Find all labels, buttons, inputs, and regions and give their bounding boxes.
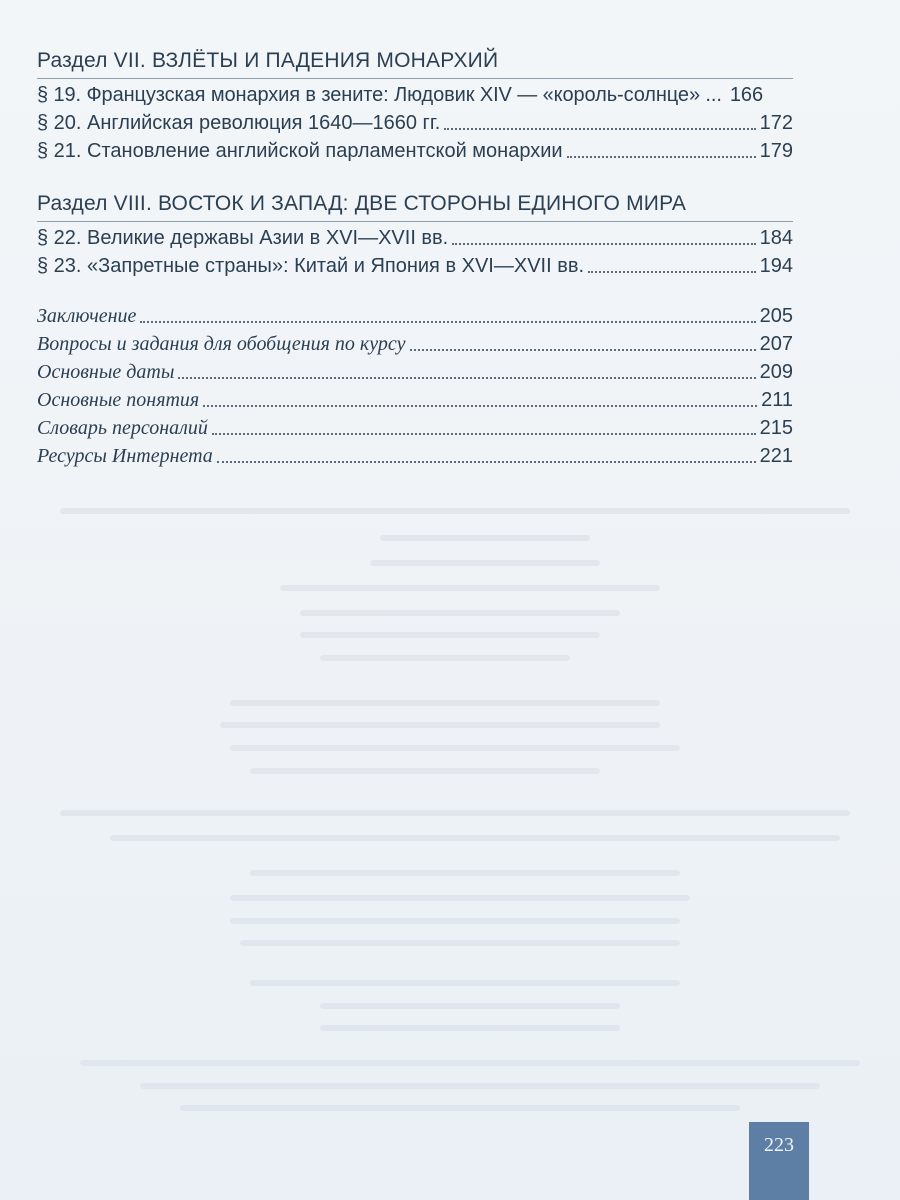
dot-leader <box>567 141 756 161</box>
dot-leader <box>203 390 757 410</box>
toc-entry <box>37 358 793 386</box>
dot-leader <box>212 418 756 438</box>
toc-entry <box>37 137 793 165</box>
entry-label: Основные даты <box>37 361 175 383</box>
entry-page-number: 172 <box>759 112 793 134</box>
entry-label: § 20. Английская революция 1640—1660 гг. <box>37 112 441 134</box>
dot-leader <box>140 306 755 326</box>
page-number-tab <box>749 1122 809 1200</box>
entry-label: Вопросы и задания для обобщения по курсу <box>37 333 406 355</box>
dot-leader <box>452 228 755 248</box>
entry-page-number: 209 <box>759 361 793 383</box>
entry-label: Заключение <box>37 305 137 327</box>
dot-leader <box>588 256 756 276</box>
entry-page-number: 166 <box>729 84 764 106</box>
toc-entry <box>37 330 793 358</box>
toc-entry <box>37 252 793 280</box>
entry-page-number: 179 <box>759 140 793 162</box>
entry-page-number: 184 <box>759 227 793 249</box>
entry-label: Словарь персоналий <box>37 417 208 439</box>
entry-page-number: 211 <box>761 389 793 411</box>
dot-leader <box>217 446 756 466</box>
toc-entry <box>37 442 793 470</box>
entry-page-number: 205 <box>759 305 793 327</box>
entry-page-number: 207 <box>759 333 793 355</box>
toc-section <box>37 44 793 165</box>
dot-leader <box>410 334 756 354</box>
entry-page-number: 215 <box>759 417 793 439</box>
section-title: Раздел VII. ВЗЛЁТЫ И ПАДЕНИЯ МОНАРХИЙ <box>37 44 793 79</box>
page-number: 223 <box>764 1134 794 1156</box>
entry-label: Ресурсы Интернета <box>37 445 213 467</box>
toc-entry <box>37 302 793 330</box>
entry-label: § 22. Великие державы Азии в XVI—XVII вв. <box>37 227 449 249</box>
entry-page-number: 194 <box>759 255 793 277</box>
section-title: Раздел VIII. ВОСТОК И ЗАПАД: ДВЕ СТОРОНЫ ЕДИНОГО МИРА <box>37 187 793 222</box>
entry-label: § 21. Становление английской парламентской монархии <box>37 140 563 162</box>
toc-appendix <box>37 302 793 470</box>
table-of-contents <box>37 44 793 470</box>
toc-entry <box>37 386 793 414</box>
dot-leader <box>444 113 755 133</box>
toc-entry <box>37 81 793 109</box>
toc-entry <box>37 109 793 137</box>
entry-label: § 23. «Запретные страны»: Китай и Япония в XVI—XVII вв. <box>37 255 585 277</box>
toc-entry <box>37 224 793 252</box>
dot-leader <box>178 362 755 382</box>
entry-page-number: 221 <box>759 445 793 467</box>
entry-label: § 19. Французская монархия в зените: Людовик XIV — «король-солнце» ... <box>37 84 722 106</box>
toc-entry <box>37 414 793 442</box>
toc-section <box>37 187 793 280</box>
entry-label: Основные понятия <box>37 389 200 411</box>
